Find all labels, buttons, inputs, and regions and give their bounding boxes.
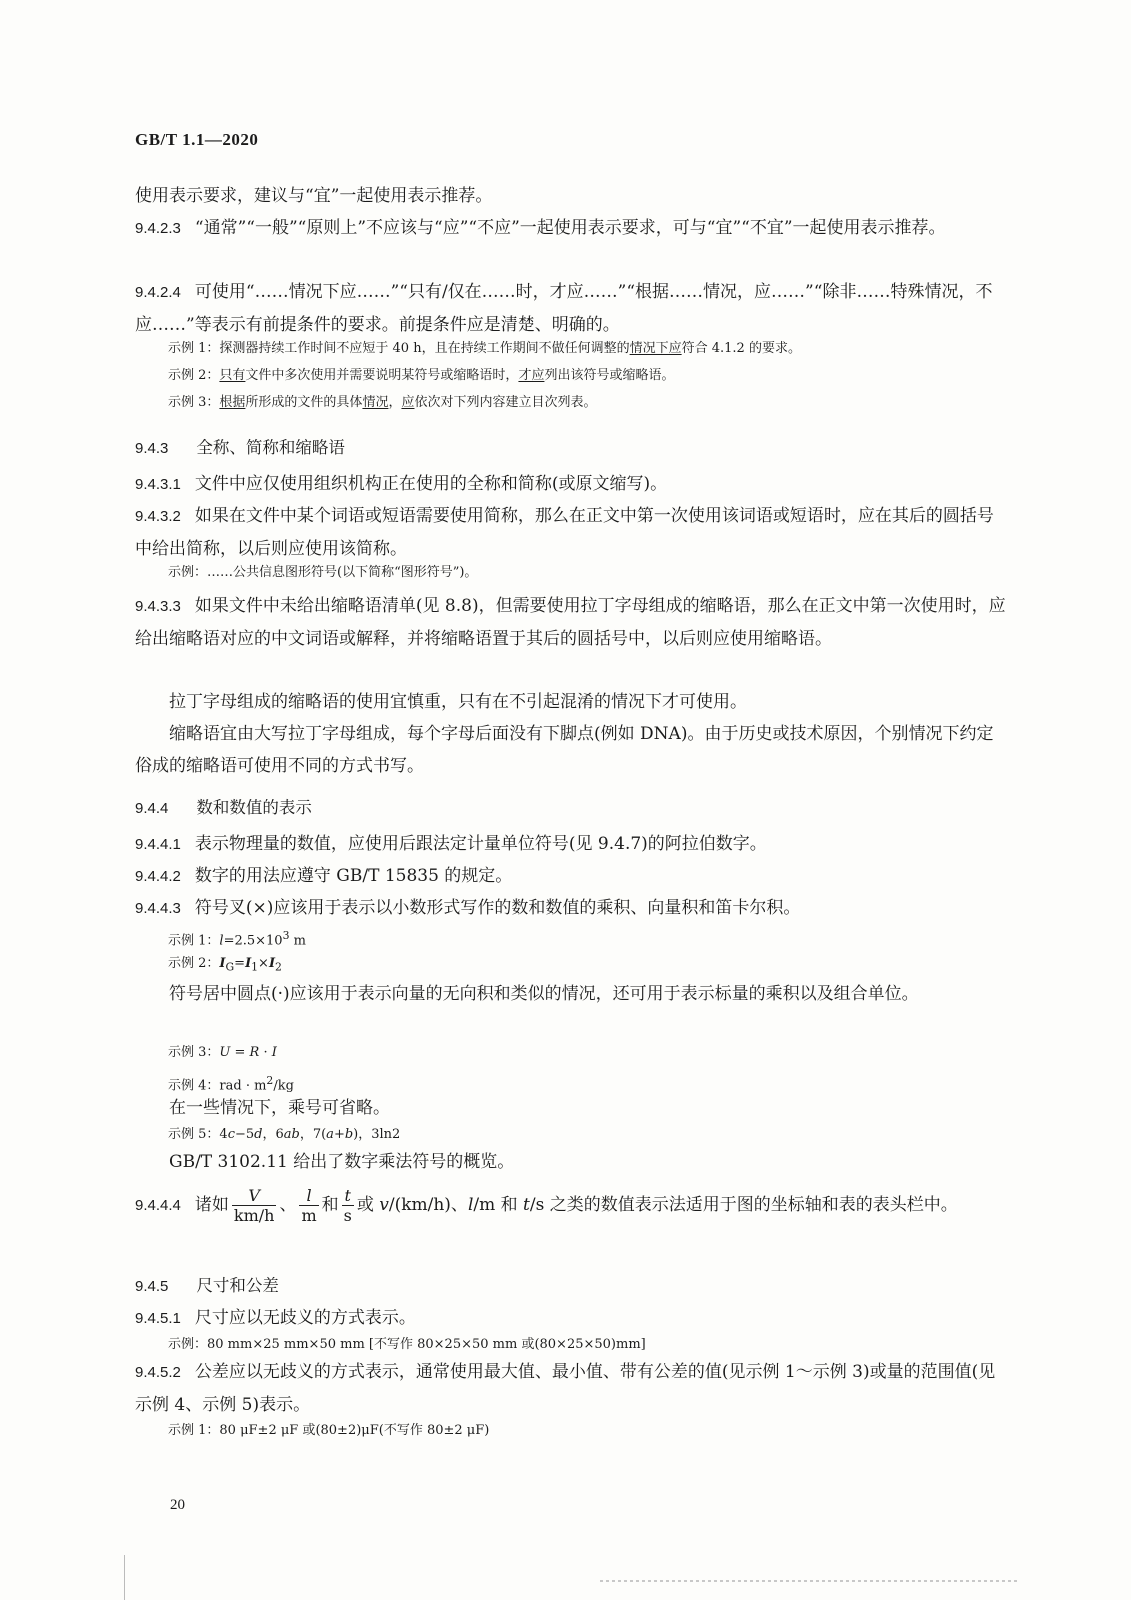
example-3-scalar-product: 示例 3：U = R · I — [168, 1045, 277, 1060]
clause-9-4-4-1: 9.4.4.1 表示物理量的数值，应使用后跟法定计量单位符号(见 9.4.7)的阿拉伯数字。 — [135, 834, 767, 854]
page-number: 20 — [170, 1497, 185, 1513]
example-dimensions: 示例：80 mm×25 mm×50 mm [不写作 80×25×50 mm 或(80×25×50)mm] — [168, 1337, 646, 1352]
example-abbreviation: 示例：……公共信息图形符号(以下简称“图形符号”)。 — [168, 565, 478, 580]
paragraph-continued: 使用表示要求，建议与“宜”一起使用表示推荐。 — [135, 186, 493, 206]
clause-9-4-5-1: 9.4.5.1 尺寸应以无歧义的方式表示。 — [135, 1308, 416, 1328]
clause-number: 9.4.2.3 — [135, 220, 181, 237]
clause-9-4-3-2: 9.4.3.2 如果在文件中某个词语或短语需要使用简称，那么在正文中第一次使用该词语或短语时，应在其后的圆括号中给出简称，以后则应使用该简称。 — [135, 506, 994, 559]
standard-code-header: GB/T 1.1—2020 — [135, 130, 259, 149]
clause-9-4-2-3 — [135, 212, 1010, 245]
fraction-v-over-kmh: $\frac{V}{km/h}$ — [233, 1186, 275, 1225]
clause-number: 9.4.2.4 — [135, 284, 181, 301]
scan-edge-line — [124, 1555, 125, 1600]
heading-9-4-4: 9.4.4 数和数值的表示 — [135, 798, 312, 817]
fraction-l-over-m: $\frac{l}{m}$ — [301, 1186, 317, 1225]
paragraph-capital-letters: 缩略语宜由大写拉丁字母组成，每个字母后面没有下脚点(例如 DNA)。由于历史或技术原因，个别情况下约定俗成的缩略语可使用不同的方式书写。 — [135, 724, 994, 776]
clause-9-4-2-4 — [135, 276, 1010, 341]
clause-9-4-3-1: 9.4.3.1 文件中应仅使用组织机构正在使用的全称和简称(或原文缩写)。 — [135, 474, 668, 494]
example-1-conditional: 示例 1：探测器持续工作时间不应短于 40 h，且在持续工作期间不做任何调整的情况下应符合 4.1.2 的要求。 — [168, 341, 801, 356]
heading-9-4-5: 9.4.5 尺寸和公差 — [135, 1276, 279, 1295]
paragraph-multiplication-overview: GB/T 3102.11 给出了数字乘法符号的概览。 — [169, 1152, 515, 1172]
paragraph-latin-abbreviations: 拉丁字母组成的缩略语的使用宜慎重，只有在不引起混淆的情况下才可使用。 — [169, 692, 747, 712]
clause-9-4-4-3: 9.4.4.3 符号叉(×)应该用于表示以小数形式写作的数和数值的乘积、向量积和笛卡尔积。 — [135, 898, 801, 918]
clause-9-4-3-3: 9.4.3.3 如果文件中未给出缩略语清单(见 8.8)，但需要使用拉丁字母组成的缩略语，那么在正文中第一次使用时，应给出缩略语对应的中文词语或解释，并将缩略语置于其后的圆括号中，以后则应使用缩略语。 — [135, 596, 1006, 649]
fraction-t-over-s: $\frac{t}{s}$ — [343, 1186, 352, 1225]
paragraph-centre-dot: 符号居中圆点(·)应该用于表示向量的无向积和类似的情况，还可用于表示标量的乘积以及组合单位。 — [169, 984, 919, 1004]
example-4-compound-unit: 示例 4：rad · $m^2/kg$ — [168, 1074, 294, 1094]
example-5-omitted-sign: 示例 5：4c−5d，6ab，7(a+b)，3ln2 — [168, 1127, 401, 1142]
clause-9-4-4-2: 9.4.4.2 数字的用法应遵守 GB/T 15835 的规定。 — [135, 866, 513, 886]
example-tolerance: 示例 1：80 μF±2 μF 或(80±2)μF(不写作 80±2 μF) — [168, 1423, 490, 1438]
clause-9-4-5-2: 9.4.5.2 公差应以无歧义的方式表示，通常使用最大值、最小值、带有公差的值(见示例 1～示例 3)或量的范围值(见示例 4、示例 5)表示。 — [135, 1362, 996, 1415]
example-3-conditional: 示例 3：根据所形成的文件的具体情况，应依次对下列内容建立目次列表。 — [168, 395, 597, 410]
example-2-vector-product: 示例 2：$I_G=I_1\times I_2$ — [168, 956, 282, 974]
heading-9-4-3: 9.4.3 全称、简称和缩略语 — [135, 438, 345, 457]
scan-dotted-artifact — [600, 1580, 1020, 1582]
clause-text: 可使用“……情况下应……”“只有/仅在……时，才应……”“根据……情况，应……”“除非……特殊情况，不应……”等表示有前提条件的要求。前提条件应是清楚、明确的。 — [135, 282, 993, 335]
clause-9-4-4-4: 9.4.4.4 诸如 $\frac{V}{km/h}$ 、 $\frac{l}{m}$ 和 $\frac{t}{s}$ 或 v/(km/h)、l/m 和 t/s 之类的数值表示法适用于图的坐标轴和表的表头栏中。 — [135, 1186, 958, 1225]
example-1-cross-product: 示例 1：$l=2.5\times 10^3$ m — [168, 929, 306, 949]
example-2-conditional: 示例 2：只有文件中多次使用并需要说明某符号或缩略语时，才应列出该符号或缩略语。 — [168, 368, 675, 383]
paragraph-omit-sign: 在一些情况下，乘号可省略。 — [169, 1098, 390, 1118]
clause-text: “通常”“一般”“原则上”不应该与“应”“不应”一起使用表示要求，可与“宜”“不宜”一起使用表示推荐。 — [194, 218, 946, 238]
